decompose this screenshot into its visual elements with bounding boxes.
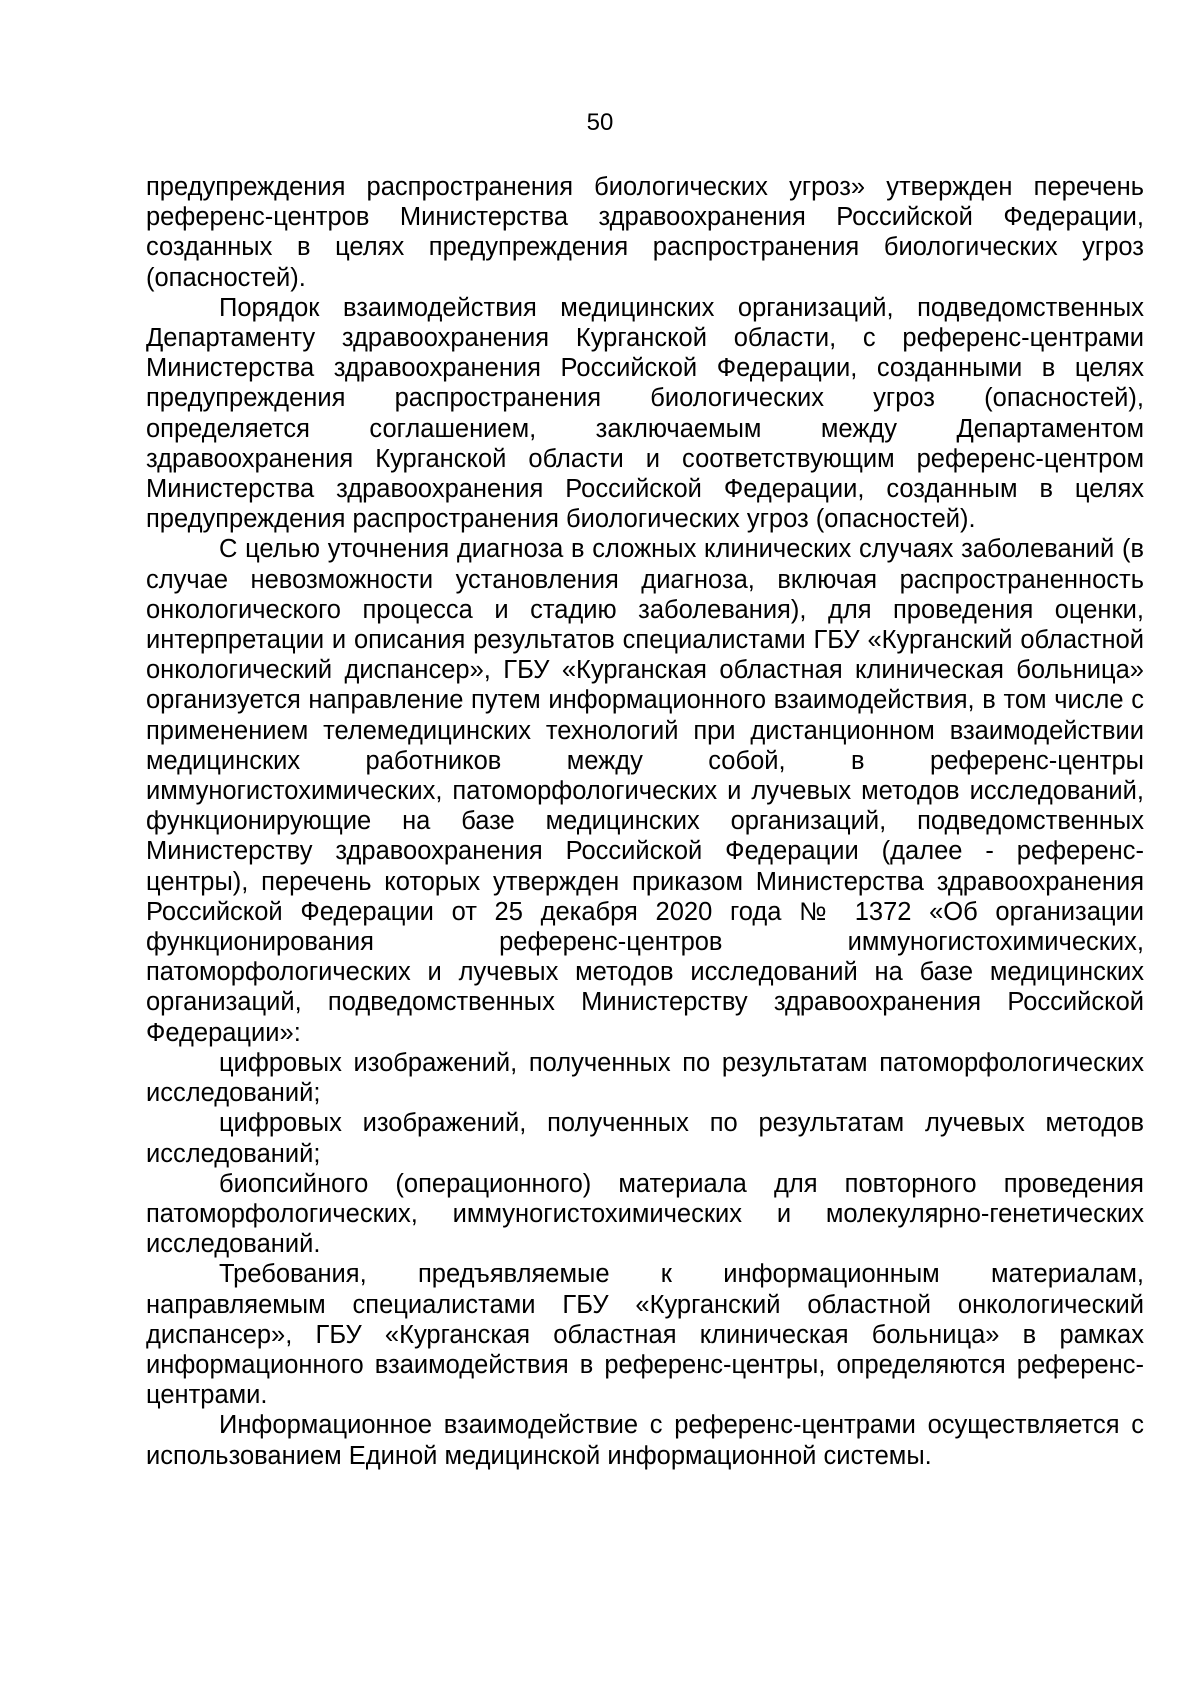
list-item-radiology-images: цифровых изображений, полученных по результатам лучевых методов исследований;: [146, 1109, 1144, 1168]
list-item-pathology-images: цифровых изображений, полученных по результатам патоморфологических исследований;: [146, 1048, 1144, 1108]
document-body: [146, 172, 1144, 1471]
list-item-biopsy-material: биопсийного (операционного) материала для повторного проведения патоморфологических, иммуногистохимических и молекулярно-генетических исследований.: [146, 1169, 1144, 1259]
paragraph-material-requirements: Требования, предъявляемые к информационным материалам, направляемым специалистами ГБУ «Курганский областной онкологический диспансер», ГБУ «Курганская областная клиническая больница» в рамках информационного взаимодействия в референс-центры, определяются референс-центрами.: [146, 1260, 1144, 1410]
page-number: 50: [586, 109, 614, 136]
paragraph-information-system: Информационное взаимодействие с референс-центрами осуществляется с использованием Единой медицинской информационной системы.: [146, 1411, 1144, 1470]
paragraph-interaction-procedure: Порядок взаимодействия медицинских организаций, подведомственных Департаменту здравоохранения Курганской области, с референс-центрами Министерства здравоохранения Российской Федерации, созданными в целях предупреждения распространения биологических угроз (опасностей), определяется соглашением, заключаемым между Департаментом здравоохранения Курганской области и соответствующим референс-центром Министерства здравоохранения Российской Федерации, созданным в целях предупреждения распространения биологических угроз (опасностей).: [146, 293, 1144, 534]
paragraph-diagnosis-clarification: С целью уточнения диагноза в сложных клинических случаях заболеваний (в случае невозможности установления диагноза, включая распространенность онкологического процесса и стадию заболевания), для проведения оценки, интерпретации и описания результатов специалистами ГБУ «Курганский областной онкологический диспансер», ГБУ «Курганская областная клиническая больница» организуется направление путем информационного взаимодействия, в том числе с применением телемедицинских технологий при дистанционном взаимодействии медицинских работников между собой, в референс-центры иммуногистохимических, патоморфологических и лучевых методов исследований, функционирующие на базе медицинских организаций, подведомственных Министерству здравоохранения Российской Федерации (далее - референс-центры), перечень которых утвержден приказом Министерства здравоохранения Российской Федерации от 25 декабря 2020 года № 1372 «Об организации функционирования референс-центров иммуногистохимических, патоморфологических и лучевых методов исследований на базе медицинских организаций, подведомственных Министерству здравоохранения Российской Федерации»:: [146, 535, 1144, 1047]
paragraph-continuation: предупреждения распространения биологических угроз» утвержден перечень референс-центров Министерства здравоохранения Российской Федерации, созданных в целях предупреждения распространения биологических угроз (опасностей).: [146, 173, 1144, 292]
